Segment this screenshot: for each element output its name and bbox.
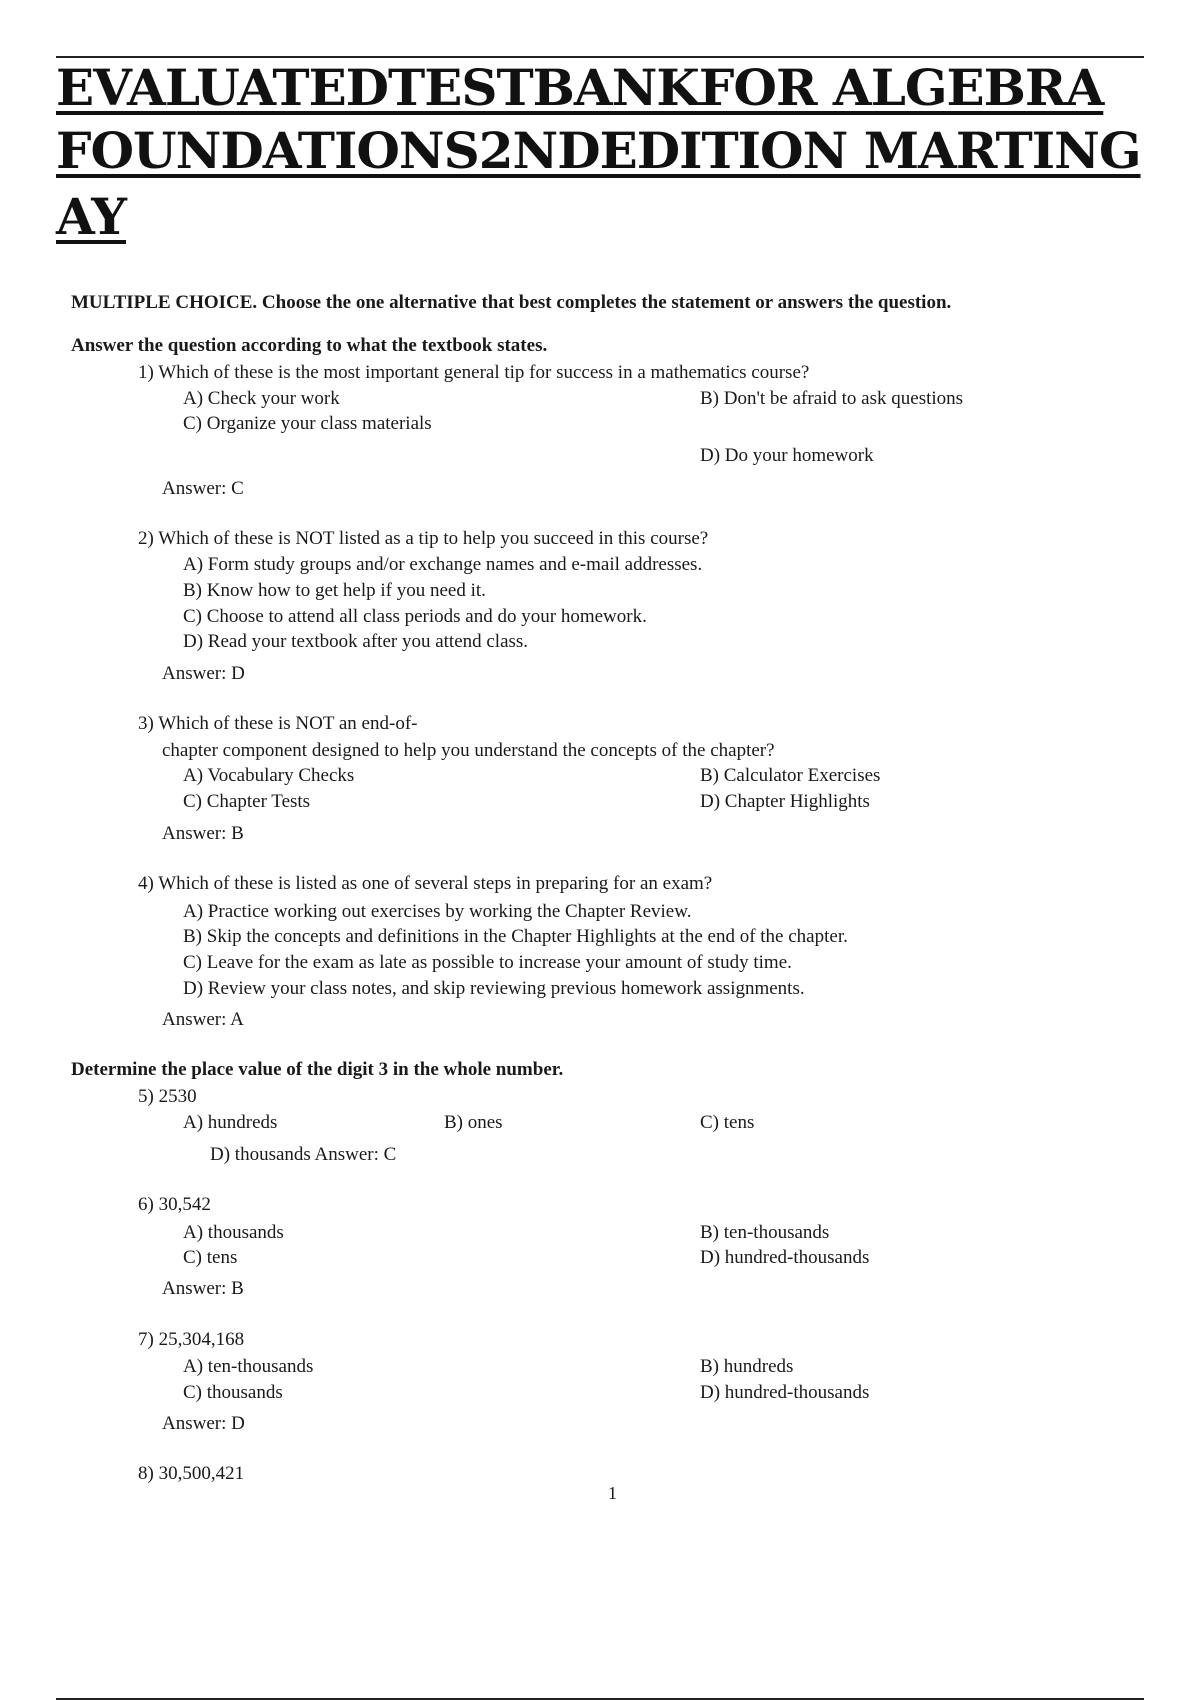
question-3-line-2: chapter component designed to help you understand the concepts of the chapter? (162, 740, 775, 761)
q6-option-c: C) tens (183, 1247, 238, 1268)
q6-option-d: D) hundred-thousands (700, 1247, 870, 1268)
document-title-line-1: EVALUATEDTESTBANKFOR ALGEBRA (56, 58, 1104, 117)
section-heading-place-value: Determine the place value of the digit 3 in the whole number. (71, 1059, 564, 1080)
q5-option-b: B) ones (444, 1112, 503, 1133)
question-1: 1) Which of these is the most important general tip for success in a mathematics course? (138, 362, 810, 383)
section-heading-textbook: Answer the question according to what the textbook states. (71, 335, 548, 356)
q3-option-b: B) Calculator Exercises (700, 765, 881, 786)
q3-option-d: D) Chapter Highlights (700, 791, 870, 812)
q7-option-c: C) thousands (183, 1382, 283, 1403)
q4-option-c: C) Leave for the exam as late as possible to increase your amount of study time. (183, 952, 792, 973)
page-number: 1 (608, 1483, 617, 1503)
q7-answer: Answer: D (162, 1413, 245, 1434)
q2-option-d: D) Read your textbook after you attend class. (183, 631, 529, 652)
q6-option-a: A) thousands (183, 1222, 284, 1243)
q7-option-b: B) hundreds (700, 1356, 794, 1377)
question-6: 6) 30,542 (138, 1194, 211, 1215)
q6-answer: Answer: B (162, 1278, 244, 1299)
q1-option-b: B) Don't be afraid to ask questions (700, 388, 964, 409)
q2-option-b: B) Know how to get help if you need it. (183, 580, 486, 601)
q2-option-a: A) Form study groups and/or exchange names and e-mail addresses. (183, 554, 703, 575)
q5-option-c: C) tens (700, 1112, 755, 1133)
document-title-line-3: AY (56, 187, 126, 246)
q3-option-a: A) Vocabulary Checks (183, 765, 355, 786)
q4-option-d: D) Review your class notes, and skip reviewing previous homework assignments. (183, 978, 805, 999)
q7-option-d: D) hundred-thousands (700, 1382, 870, 1403)
q5-option-d-answer: D) thousands Answer: C (210, 1144, 397, 1165)
q6-option-b: B) ten-thousands (700, 1222, 830, 1243)
question-5: 5) 2530 (138, 1086, 197, 1107)
document-title-line-2: FOUNDATIONS2NDEDITION MARTING (56, 121, 1141, 180)
q2-answer: Answer: D (162, 663, 245, 684)
question-2: 2) Which of these is NOT listed as a tip to help you succeed in this course? (138, 528, 709, 549)
q3-option-c: C) Chapter Tests (183, 791, 311, 812)
q1-option-d: D) Do your homework (700, 445, 874, 466)
q5-option-a: A) hundreds (183, 1112, 278, 1133)
q4-answer: Answer: A (162, 1009, 244, 1030)
q7-option-a: A) ten-thousands (183, 1356, 314, 1377)
q1-option-a: A) Check your work (183, 388, 340, 409)
q2-option-c: C) Choose to attend all class periods and do your homework. (183, 606, 647, 627)
q4-option-b: B) Skip the concepts and definitions in the Chapter Highlights at the end of the chapter. (183, 926, 848, 947)
instructions: MULTIPLE CHOICE. Choose the one alternative that best completes the statement or answers the question. (71, 292, 952, 313)
question-4: 4) Which of these is listed as one of several steps in preparing for an exam? (138, 873, 713, 894)
q1-option-c: C) Organize your class materials (183, 413, 432, 434)
q3-answer: Answer: B (162, 823, 244, 844)
question-3-line-1: 3) Which of these is NOT an end-of- (138, 713, 418, 734)
q4-option-a: A) Practice working out exercises by working the Chapter Review. (183, 901, 692, 922)
question-8: 8) 30,500,421 (138, 1463, 245, 1484)
question-7: 7) 25,304,168 (138, 1329, 245, 1350)
q1-answer: Answer: C (162, 478, 244, 499)
